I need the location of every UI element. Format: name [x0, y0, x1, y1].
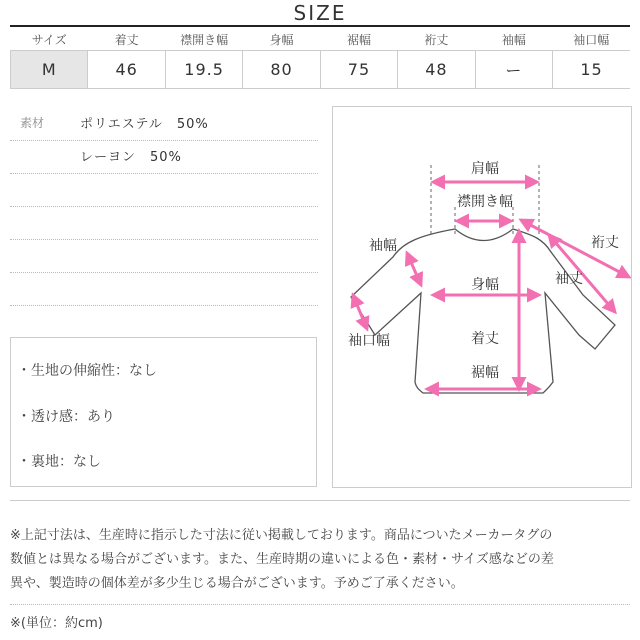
header-yuki: 裄丈 [398, 28, 475, 51]
material-row-1 [10, 108, 318, 141]
label-body-width: 身幅 [471, 277, 499, 293]
header-neck-width: 襟開き幅 [165, 28, 242, 51]
measurement-diagram [332, 106, 632, 488]
header-size: サイズ [11, 28, 88, 51]
cell-size: M [11, 51, 88, 89]
cell-length: 46 [88, 51, 165, 89]
fabric-properties [10, 337, 317, 487]
cell-yuki: 48 [398, 51, 475, 89]
cell-neck-width: 19.5 [165, 51, 242, 89]
garment-svg [333, 107, 631, 487]
label-neck: 襟開き幅 [457, 194, 513, 210]
size-table [10, 28, 630, 89]
material-section [10, 108, 318, 306]
label-cuff: 袖口幅 [348, 333, 390, 349]
header-body-width: 身幅 [243, 28, 320, 51]
header-length: 着丈 [88, 28, 165, 51]
label-sleeve-length: 袖丈 [555, 271, 583, 287]
material-row-6 [10, 273, 318, 306]
material-label: 素材 [20, 116, 45, 130]
cell-hem-width: 75 [320, 51, 397, 89]
property-sheerness: ・透け感：あり [17, 409, 115, 425]
note-line-1: ※上記寸法は、生産時に指示した寸法に従い掲載しております。商品についたメーカータグの [10, 528, 553, 543]
property-stretch: ・生地の伸縮性：なし [17, 363, 157, 379]
label-shoulder: 肩幅 [471, 161, 499, 177]
label-hem: 裾幅 [471, 365, 499, 381]
header-cuff-width: 袖口幅 [553, 28, 630, 51]
notes-section [10, 500, 630, 591]
cuff-arrow [353, 295, 367, 329]
header-hem-width: 裾幅 [320, 28, 397, 51]
cell-body-width: 80 [243, 51, 320, 89]
unit-note: ※(単位：約cm) [10, 616, 103, 631]
sleeve-width-arrow [407, 253, 421, 285]
material-row-2 [10, 141, 318, 174]
label-yuki: 裄丈 [591, 235, 619, 251]
material-row-5 [10, 240, 318, 273]
material-row-3 [10, 174, 318, 207]
property-lining: ・裏地：なし [17, 454, 101, 470]
material-line-2: レーヨン 50% [80, 150, 182, 165]
title-rule [10, 25, 630, 27]
note-line-2: 数値とは異なる場合がございます。また、生産時期の違いによる色・素材・サイズ感などの差 [10, 552, 554, 567]
cell-cuff-width: 15 [553, 51, 630, 89]
size-table-header [11, 28, 631, 51]
size-title: SIZE [293, 1, 347, 25]
label-length: 着丈 [471, 331, 499, 347]
material-line-1: ポリエステル 50% [80, 117, 209, 132]
header-sleeve-width: 袖幅 [475, 28, 552, 51]
note-line-3: 異や、製造時の個体差が多少生じる場合がございます。予めご了承ください。 [10, 576, 464, 591]
notes-divider [10, 604, 630, 605]
material-row-4 [10, 207, 318, 240]
table-row [11, 51, 631, 89]
label-sleeve-width: 袖幅 [369, 238, 397, 254]
cell-sleeve-width: ー [475, 51, 552, 89]
